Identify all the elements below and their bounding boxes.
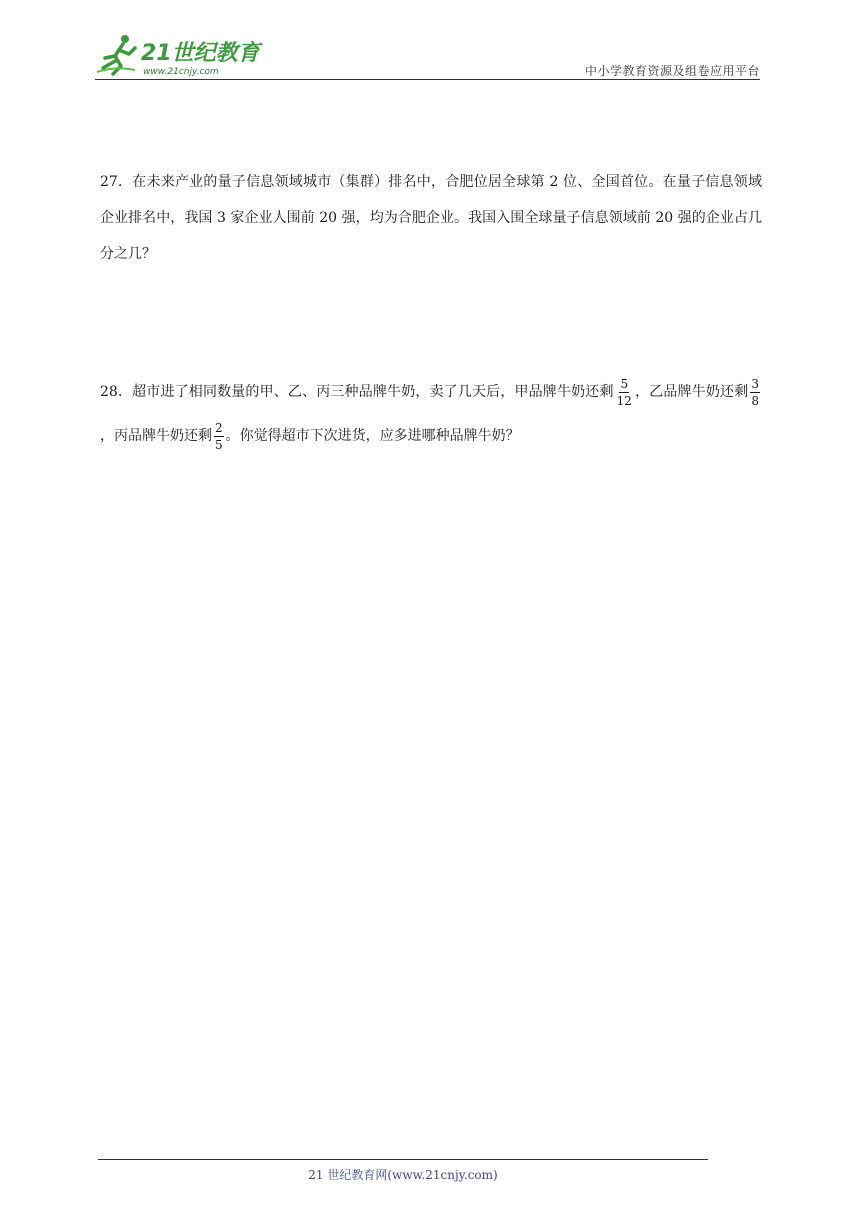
question-text-part2: ，乙品牌牛奶还剩 xyxy=(634,384,749,400)
fraction-numerator: 5 xyxy=(620,376,629,391)
fraction-denominator: 8 xyxy=(751,393,759,408)
logo-text: 21世纪教育 xyxy=(141,41,260,66)
fraction-bing xyxy=(214,421,224,452)
header-divider xyxy=(95,79,760,80)
question-number: 27． xyxy=(100,174,133,190)
fraction-numerator: 3 xyxy=(751,376,759,391)
site-logo xyxy=(95,32,265,78)
question-number: 28． xyxy=(100,384,133,400)
question-text-part3: ，丙品牌牛奶还剩 xyxy=(100,428,212,444)
footer-site-link[interactable]: 21 世纪教育网(www.21cnjy.com) xyxy=(308,1168,498,1182)
fraction-numerator: 2 xyxy=(215,420,223,435)
fraction-denominator: 5 xyxy=(215,437,223,452)
question-text-part4: 。你觉得超市下次进货，应多进哪种品牌牛奶？ xyxy=(225,428,520,444)
question-text-part1: 超市进了相同数量的甲、乙、丙三种品牌牛奶，卖了几天后，甲品牌牛奶还剩 xyxy=(132,384,614,400)
fraction-jia xyxy=(616,377,633,408)
page-header xyxy=(95,32,760,80)
question-28 xyxy=(100,370,762,458)
question-text: 在未来产业的量子信息领域城市（集群）排名中，合肥位居全球第 2 位、全国首位。在量子信息领域企业排名中，我国 3 家企业人围前 20 强，均为合肥企业。我国入围全球量子信息领域前 20 强的企业占几分之几？ xyxy=(100,174,762,262)
fraction-yi xyxy=(750,377,760,408)
logo-url: www.21cnjy.com xyxy=(143,67,219,77)
fraction-denominator: 12 xyxy=(616,393,632,408)
question-27 xyxy=(100,164,762,272)
footer-divider xyxy=(98,1159,708,1160)
header-platform-name: 中小学教育资源及组卷应用平台 xyxy=(584,64,760,78)
